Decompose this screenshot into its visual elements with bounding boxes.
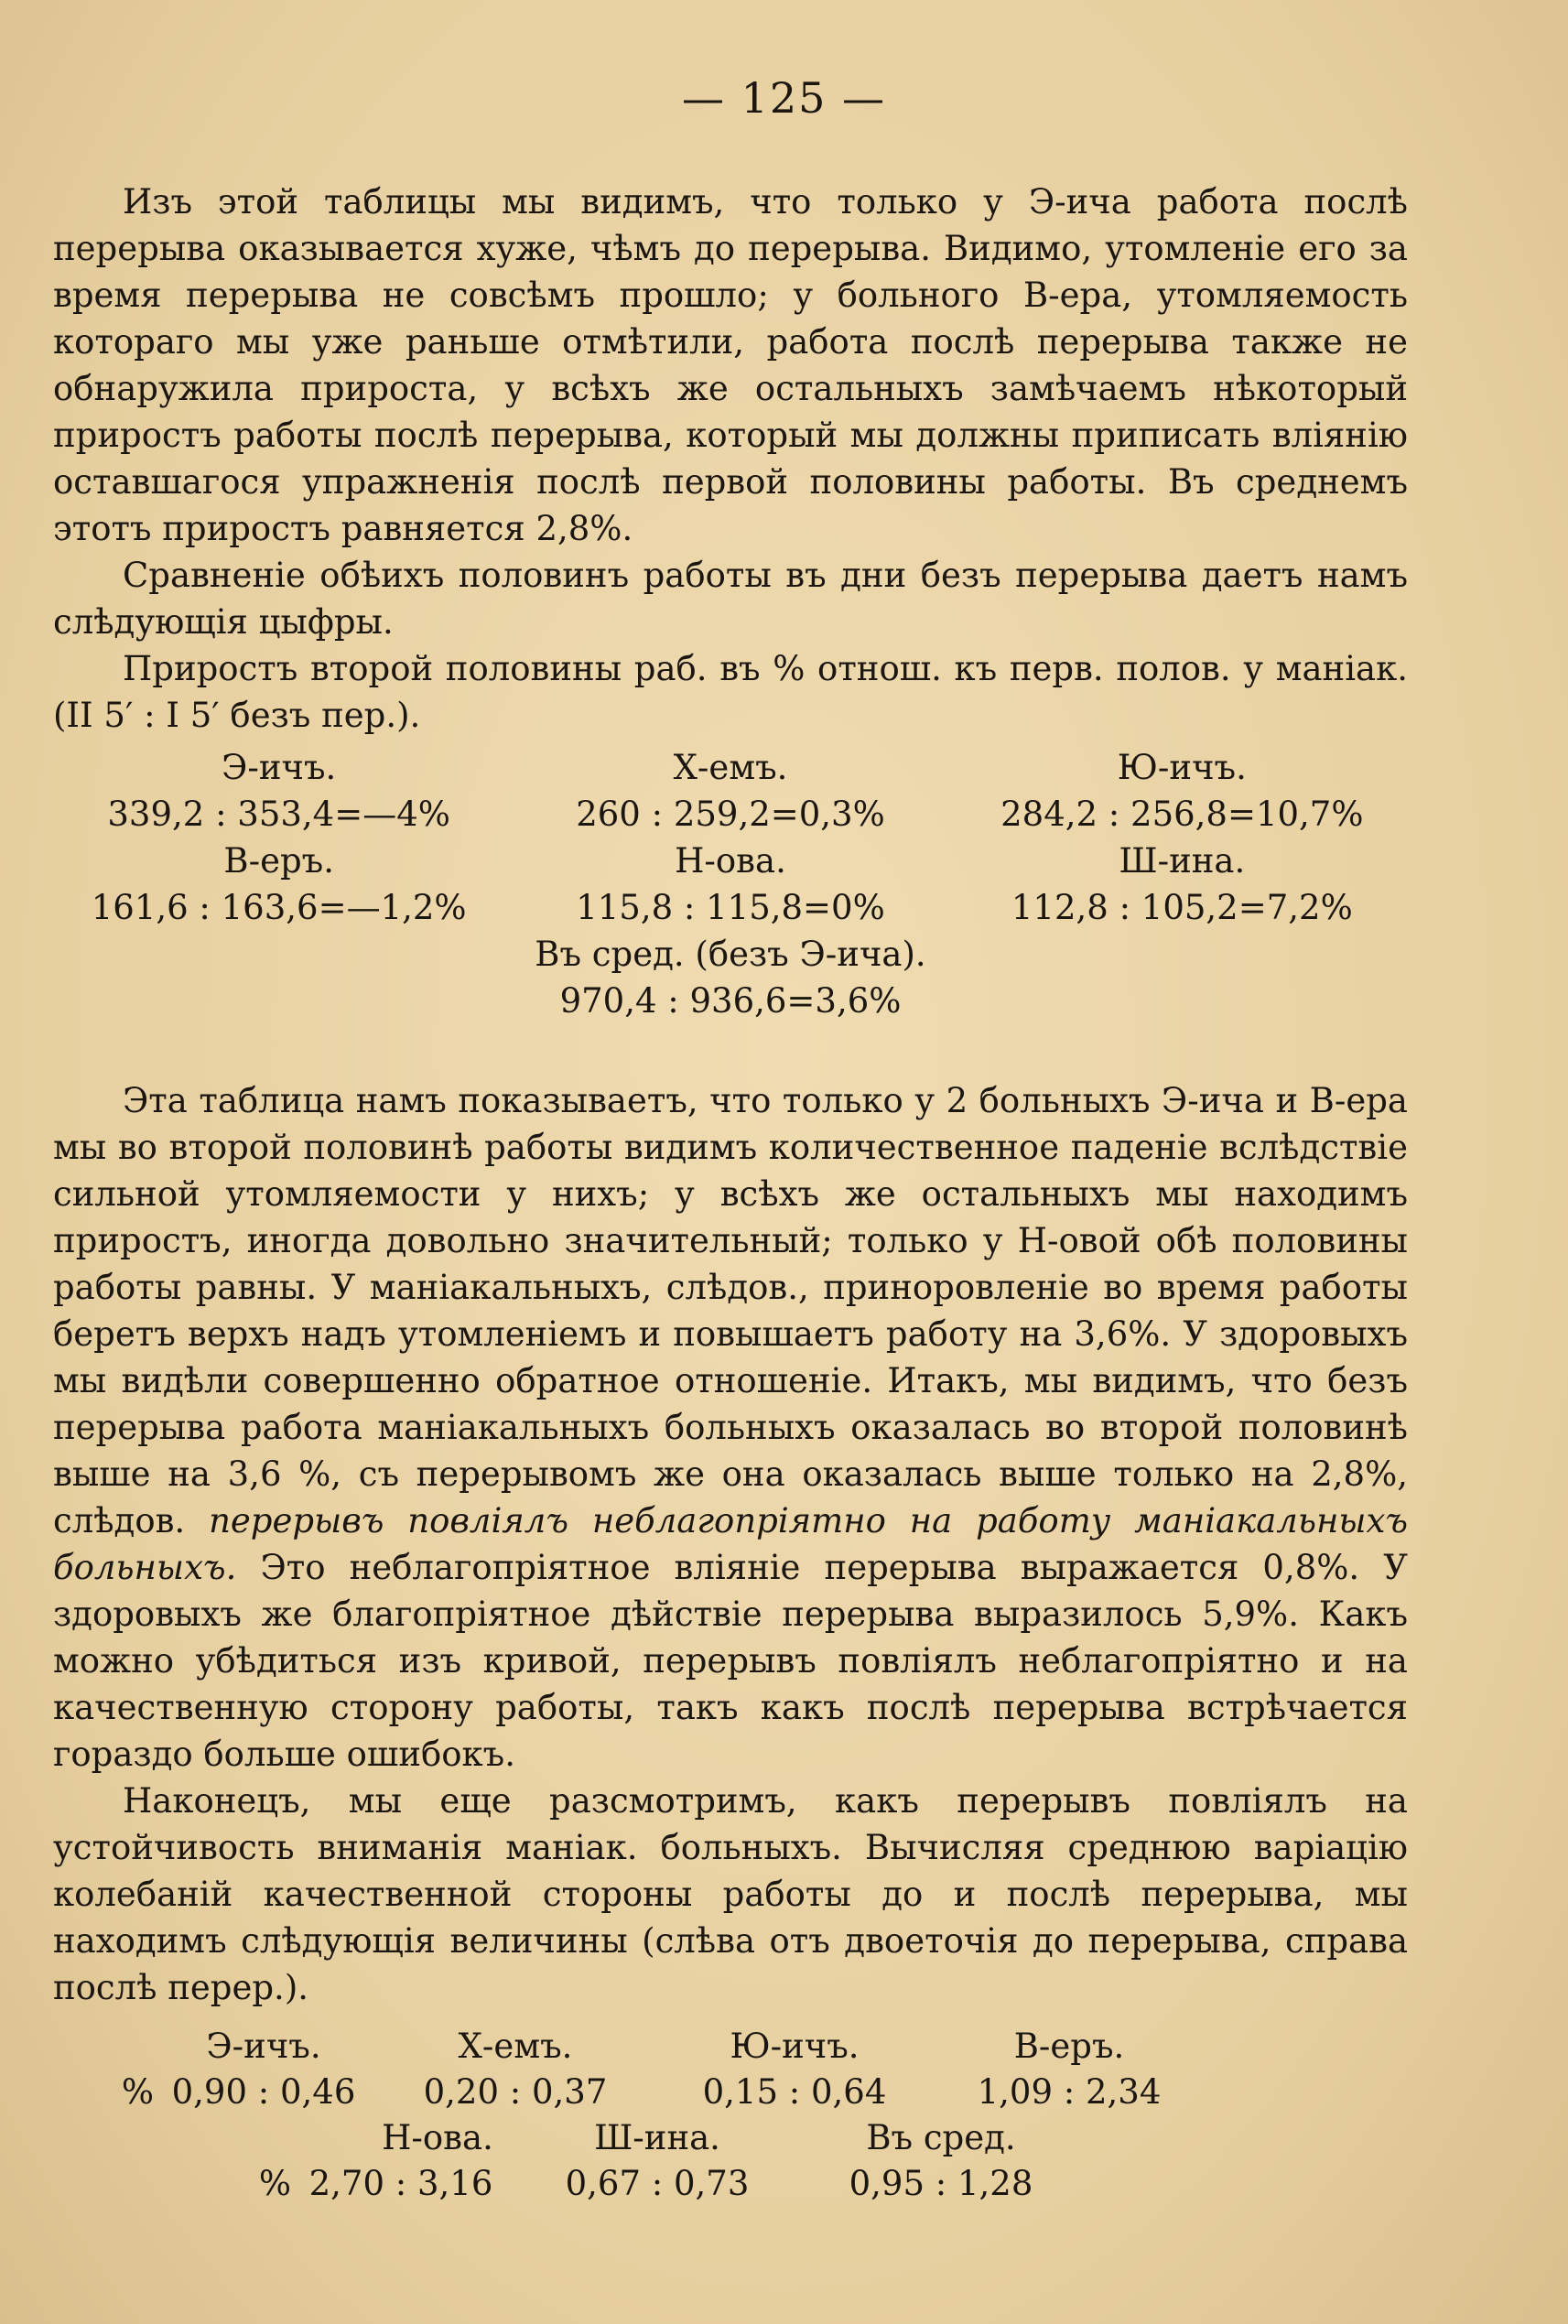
- table-cell: Ю-ичъ.: [730, 2027, 860, 2066]
- table-cell: 260 : 259,2=0,3%: [576, 794, 885, 834]
- table-cell: 2,70 : 3,16: [308, 2164, 493, 2203]
- paragraph-4-text-b: Это неблагопріятное вліяніе перерыва выражается 0,8%. У здоровыхъ же благопріятное дѣйствіе перерыва выразилось 5,9%. Какъ можно убѣдиться изъ кривой, перерывъ повліялъ неблагопріятно и на качественную сторону работы, такъ какъ послѣ перерыва встрѣчается гораздо больше ошибокъ.: [53, 1548, 1408, 1774]
- table-increment: [53, 744, 1408, 1024]
- table-cell: Въ сред.: [866, 2118, 1016, 2157]
- paragraph-4-text-a: Эта таблица намъ показываетъ, что только у 2 больныхъ Э-ича и В-ера мы во второй половинѣ работы видимъ количественное паденіе вслѣдствіе сильной утомляемости у нихъ; у всѣхъ же остальныхъ мы находимъ приростъ, иногда довольно значительный; только у Н-овой обѣ половины работы равны. У маніакальныхъ, слѣдов., приноровленіе во время работы беретъ верхъ надъ утомленіемъ и повышаетъ работу на 3,6%. У здоровыхъ мы видѣли совершенно обратное отношеніе. Итакъ, мы видимъ, что безъ перерыва работа маніакальныхъ больныхъ оказалась во второй половинѣ выше на 3,6 %, съ перерывомъ же она оказалась выше только на 2,8%, слѣдов.: [53, 1081, 1408, 1540]
- paragraph-5: Наконецъ, мы еще разсмотримъ, какъ перерывъ повліялъ на устойчивость вниманія маніак. больныхъ. Вычисляя среднюю варіацію колебаній качественной стороны работы до и послѣ перерыва, мы находимъ слѣдующія величины (слѣва отъ двоеточія до перерыва, справа послѣ перер.).: [53, 1781, 1408, 2007]
- page-body: [53, 178, 1408, 2207]
- table-row: [53, 791, 1408, 838]
- table-cell: Э-ичъ.: [206, 2027, 321, 2066]
- table-cell: Н-ова.: [675, 841, 786, 881]
- table-cell: 0,15 : 0,64: [702, 2072, 887, 2112]
- percent-sign: %: [121, 2072, 154, 2112]
- table-cell: 115,8 : 115,8=0%: [576, 888, 885, 927]
- table-row: [53, 2024, 1408, 2070]
- table-row: [53, 2161, 1408, 2207]
- paragraph-4-emphasis: перерывъ повліялъ неблагопріятно на работу маніакальныхъ больныхъ.: [53, 1501, 1408, 1587]
- table-row: [53, 838, 1408, 884]
- table-cell: 339,2 : 353,4=—4%: [107, 794, 450, 834]
- paragraph-3: Приростъ второй половины раб. въ % отнош. къ перв. полов. у маніак. (II 5′ : I 5′ безъ пер.).: [53, 649, 1408, 735]
- percent-sign: %: [258, 2164, 291, 2203]
- table-cell: 0,20 : 0,37: [423, 2072, 608, 2112]
- table-cell: Х-емъ.: [673, 748, 788, 787]
- table-cell: В-еръ.: [1013, 2027, 1125, 2066]
- paragraph-1: Изъ этой таблицы мы видимъ, что только у Э-ича работа послѣ перерыва оказывается хуже, чѣмъ до перерыва. Видимо, утомленіе его за время перерыва не совсѣмъ прошло; у больного В-ера, утомляемость котораго мы уже раньше отмѣтили, работа послѣ перерыва также не обнаружила прироста, у всѣхъ же остальныхъ замѣчаемъ нѣкоторый приростъ работы послѣ перерыва, который мы должны приписать вліянію оставшагося упражненія послѣ первой половины работы. Въ среднемъ этотъ приростъ равняется 2,8%.: [53, 182, 1408, 548]
- table-cell: Ш-ина.: [594, 2118, 720, 2157]
- table-cell: Х-емъ.: [458, 2027, 573, 2066]
- table-row: [53, 884, 1408, 931]
- paragraph-2: Сравненіе обѣихъ половинъ работы въ дни безъ перерыва даетъ намъ слѣдующія цыфры.: [53, 556, 1408, 642]
- table-cell: Ш-ина.: [1119, 841, 1246, 881]
- table-cell: 0,95 : 1,28: [849, 2164, 1033, 2203]
- table-cell: 0,90 : 0,46: [171, 2072, 356, 2112]
- table-variation: [53, 2024, 1408, 2207]
- table-average-value: 970,4 : 936,6=3,6%: [559, 981, 902, 1021]
- table-cell: 161,6 : 163,6=—1,2%: [91, 888, 467, 927]
- page-number: — 125 —: [681, 73, 887, 123]
- paragraph-4: [53, 1077, 1408, 1778]
- table-cell: 1,09 : 2,34: [977, 2072, 1162, 2112]
- table-row: [53, 2070, 1408, 2115]
- table-row: [53, 2115, 1408, 2161]
- table-cell: Э-ичъ.: [222, 748, 337, 787]
- table-cell: Ю-ичъ.: [1117, 748, 1247, 787]
- table-cell: В-еръ.: [223, 841, 334, 881]
- table-cell: Н-ова.: [382, 2118, 493, 2157]
- table-cell: 112,8 : 105,2=7,2%: [1011, 888, 1353, 927]
- table-cell: 284,2 : 256,8=10,7%: [1000, 794, 1364, 834]
- table-average-label: Въ сред. (безъ Э-ича).: [535, 935, 926, 974]
- table-row: [53, 744, 1408, 791]
- table-cell: 0,67 : 0,73: [565, 2164, 750, 2203]
